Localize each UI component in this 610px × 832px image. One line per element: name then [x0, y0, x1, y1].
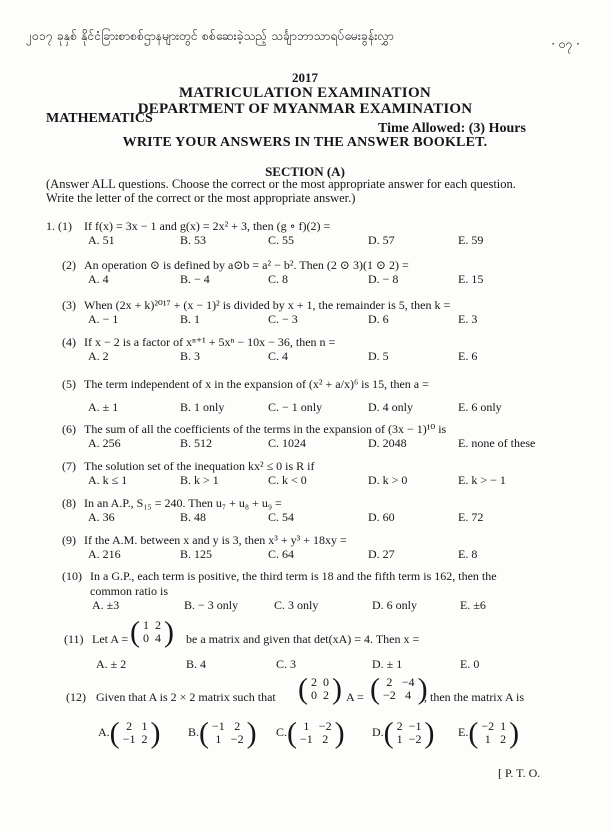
option-c: C. k < 0 [268, 473, 307, 487]
write-instruction: WRITE YOUR ANSWERS IN THE ANSWER BOOKLET. [122, 135, 488, 150]
option-d: D. 4 only [368, 400, 413, 414]
matrix-table: −2 1 1 2 [481, 719, 507, 746]
option-c: C. − 1 only [268, 400, 323, 414]
exam-title: MATRICULATION EXAMINATION [178, 85, 432, 101]
question-stem: In a G.P., each term is positive, the third term is 18 and the fifth term is 162, then the [90, 569, 497, 583]
question-stem-continued: common ratio is [90, 584, 168, 598]
question-stem-mid: A = [346, 690, 364, 704]
option-e: E. 15 [458, 272, 484, 286]
option-d: D. 6 only [372, 598, 417, 612]
option-e: E. 6 [458, 349, 478, 363]
option-e: E. 3 [458, 312, 478, 326]
option-c: C.( 1 −2 −1 2 ) [276, 716, 345, 750]
option-a: A. 2 [88, 349, 109, 363]
subject-title: MATHEMATICS [46, 111, 153, 126]
option-d: D. 57 [368, 233, 395, 247]
question-stem: If f(x) = 3x − 1 and g(x) = 2x² + 3, then (g ∘ f)(2) = [84, 219, 331, 233]
time-allowed: Time Allowed: (3) Hours [378, 121, 526, 136]
option-c: C. 3 [276, 657, 297, 671]
option-d: D. ± 1 [372, 657, 403, 671]
question-number: (9) [62, 533, 76, 547]
option-e: E.( −2 1 1 2 ) [458, 716, 520, 750]
option-a: A. ± 1 [88, 400, 119, 414]
matrix-table: 2 0 0 2 [311, 675, 329, 702]
question-number: (7) [62, 459, 76, 473]
option-e: E. k > − 1 [458, 473, 506, 487]
option-a: A. ± 2 [96, 657, 127, 671]
option-b: B. 1 only [180, 400, 225, 414]
option-d: D. 60 [368, 510, 395, 524]
option-b: B. 4 [186, 657, 207, 671]
option-e: E. 6 only [458, 400, 502, 414]
question-number: (3) [62, 298, 76, 312]
option-a: A. ±3 [92, 598, 120, 612]
option-b: B. 3 [180, 349, 201, 363]
page-mark: · ၀၇ · [551, 37, 580, 51]
option-b: B. − 4 [180, 272, 210, 286]
matrix-table: 2 −4 −2 4 [383, 675, 415, 702]
question-number: (11) [64, 632, 84, 646]
option-e: E. 0 [460, 657, 480, 671]
matrix-table: −1 2 1 −2 [212, 719, 244, 746]
option-c: C. 1024 [268, 436, 307, 450]
option-c: C. 8 [268, 272, 289, 286]
question-number: (4) [62, 335, 76, 349]
option-c: C. 3 only [274, 598, 319, 612]
option-d: D. 6 [368, 312, 389, 326]
option-e: E. 72 [458, 510, 484, 524]
option-b: B. 125 [180, 547, 213, 561]
question-stem: The solution set of the inequation kx² ≤ 0 is R if [84, 459, 315, 473]
question-number: (5) [62, 377, 76, 391]
header-script-line: ၂၀၁၇ ခုနှစ် နိုင်ငံခြားစာစစ်ဌာနများတွင် စစ်ဆေးခဲ့သည့် သင်္ချာဘာသာရပ်မေးခွန်းလွှာ [26, 29, 394, 43]
question-stem: When (2x + k)²⁰¹⁷ + (x − 1)² is divided by x + 1, the remainder is 5, then k = [84, 298, 451, 312]
question-number: 1. (1) [46, 219, 72, 233]
option-b: B. − 3 only [184, 598, 239, 612]
question-number: (12) [66, 690, 86, 704]
option-a: A.( 2 1 −1 2 ) [98, 716, 161, 750]
option-a: A. 36 [88, 510, 115, 524]
instructions [46, 177, 556, 205]
question-stem-post: be a matrix and given that det(xA) = 4. Then x = [186, 632, 420, 646]
matrix-right: ( 2 −4 −2 4 ) [370, 672, 428, 706]
question-stem-pre: Let A = [92, 632, 129, 646]
question-stem: If x − 2 is a factor of xⁿ⁺¹ + 5xⁿ − 10x − 36, then n = [84, 335, 336, 349]
question-number: (10) [62, 569, 82, 583]
option-d: D. 27 [368, 547, 395, 561]
matrix-table: 2 1 −1 2 [122, 719, 148, 746]
option-a: A. 256 [88, 436, 121, 450]
option-c: C. 54 [268, 510, 295, 524]
department-title: DEPARTMENT OF MYANMAR EXAMINATION [137, 101, 473, 117]
option-b: B. 48 [180, 510, 207, 524]
option-d: D. 2048 [368, 436, 407, 450]
matrix-left: ( 2 0 0 2 ) [298, 672, 342, 706]
option-c: C. 4 [268, 349, 289, 363]
question-stem: If the A.M. between x and y is 3, then x³ + y³ + 18xy = [84, 533, 347, 547]
question-number: (2) [62, 258, 76, 272]
option-c: C. − 3 [268, 312, 298, 326]
option-a: A. 216 [88, 547, 121, 561]
option-e: E. ±6 [460, 598, 486, 612]
option-b: B. 53 [180, 233, 207, 247]
pto-note: [ P. T. O. [498, 766, 541, 780]
matrix-table: 1 2 0 4 [143, 618, 161, 645]
question-stem: The sum of all the coefficients of the terms in the expansion of (3x − 1)¹⁰ is [84, 422, 447, 436]
option-b: B. 1 [180, 312, 201, 326]
question-number: (6) [62, 422, 76, 436]
option-d: D. k > 0 [368, 473, 408, 487]
question-stem: The term independent of x in the expansion of (x² + a/x)⁶ is 15, then a = [84, 377, 429, 391]
option-d: D.( 2 −1 1 −2 ) [372, 716, 435, 750]
question-number: (8) [62, 496, 76, 510]
option-d: D. 5 [368, 349, 389, 363]
option-b: B. 512 [180, 436, 213, 450]
question-stem-post: , then the matrix A is [424, 690, 524, 704]
question-stem: An operation ⊙ is defined by a⊙b = a² − b². Then (2 ⊙ 3)(1 ⊙ 2) = [84, 258, 409, 272]
option-c: C. 64 [268, 547, 295, 561]
exam-year: 2017 [292, 70, 318, 85]
instructions-line-2: Write the letter of the correct or the most appropriate answer.) [46, 191, 356, 205]
matrix-a: ( 1 2 0 4 ) [130, 615, 174, 649]
option-a: A. 4 [88, 272, 109, 286]
option-a: A. − 1 [88, 312, 119, 326]
instructions-line-1: (Answer ALL questions. Choose the correct or the most appropriate answer for each question. [46, 177, 516, 191]
matrix-table: 2 −1 1 −2 [396, 719, 422, 746]
option-b: B. k > 1 [180, 473, 219, 487]
option-b: B.( −1 2 1 −2 ) [188, 716, 257, 750]
question-stem: In an A.P., S₁₅ = 240. Then u₇ + u₈ + u₉ = [84, 496, 282, 510]
section-heading: SECTION (A) [265, 164, 345, 179]
option-a: A. 51 [88, 233, 115, 247]
option-d: D. − 8 [368, 272, 399, 286]
option-e: E. 59 [458, 233, 484, 247]
option-e: E. none of these [458, 436, 536, 450]
option-a: A. k ≤ 1 [88, 473, 128, 487]
matrix-table: 1 −2 −1 2 [300, 719, 332, 746]
option-c: C. 55 [268, 233, 295, 247]
question-stem-pre: Given that A is 2 × 2 matrix such that [96, 690, 276, 704]
option-e: E. 8 [458, 547, 478, 561]
